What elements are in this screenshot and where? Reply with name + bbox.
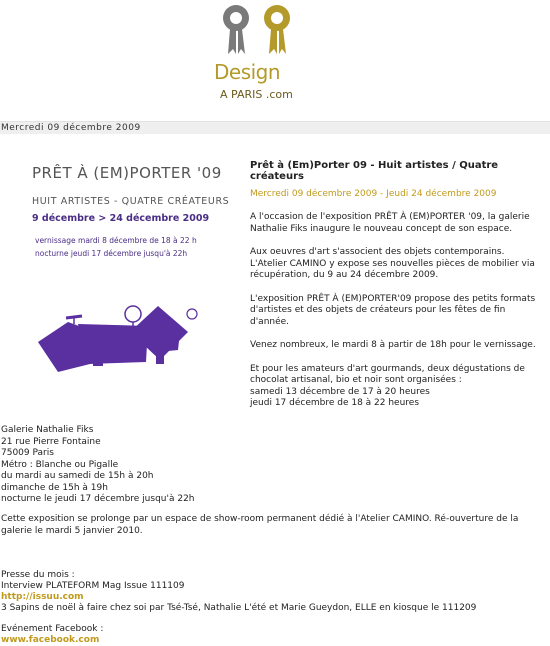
gallery-info: Galerie Nathalie Fiks 21 rue Pierre Fontaine 75009 Paris Métro : Blanche ou Pigalle du mardi au samedi de 15h à 20h dimanche de 15h à 19h nocturne le jeudi 17 décembre jusqu'à 22h xyxy=(1,425,195,504)
event-flyer xyxy=(24,160,234,390)
article-paragraph-3: L'exposition PRÊT À (EM)PORTER'09 propose des petits formats d'artistes et des objets de créateurs pour les fêtes de fin d'année. xyxy=(250,293,536,327)
flyer-vernissage: vernissage mardi 8 décembre de 18 à 22 h xyxy=(35,236,197,245)
article-paragraph-1: A l'occasion de l'exposition PRÊT À (EM)PORTER '09, la galerie Nathalie Fiks inaugure le nouveau concept de son espace. xyxy=(250,212,530,234)
article-paragraph-5: Et pour les amateurs d'art gourmands, deux dégustations de chocolat artisanal, bio et noir sont organisées : samedi 13 décembre de 17 à 20 heures jeudi 17 décembre de 18 à 22 heures xyxy=(250,363,525,408)
press-heading: Presse du mois : Interview PLATEFORM Mag Issue 111109 xyxy=(1,570,185,591)
article-title: Prêt à (Em)Porter 09 - Huit artistes / Quatre créateurs xyxy=(250,160,499,182)
article-paragraph-2: Aux oeuvres d'art s'associent des objets contemporains. L'Atelier CAMINO y expose ses nouvelles pièces de mobilier via récupération, du 9 au 24 décembre 2009. xyxy=(250,247,535,280)
press-elle: 3 Sapins de noël à faire chez soi par Tsé-Tsé, Nathalie L'été et Marie Gueydon, ELLE en kiosque le 111209 xyxy=(1,603,477,613)
showroom-note: Cette exposition se prolonge par un espace de show-room permanent dédié à l'Atelier CAMINO. Ré-ouverture de la galerie le mardi 5 janvier 2010. xyxy=(1,514,519,536)
date-bar-text: Mercredi 09 décembre 2009 xyxy=(1,123,141,133)
issuu-link[interactable]: http://issuu.com xyxy=(1,592,84,602)
logo-word: Design xyxy=(214,60,281,84)
flyer-dates: 9 décembre > 24 décembre 2009 xyxy=(32,213,210,224)
article xyxy=(250,160,540,410)
flyer-artwork xyxy=(38,302,218,378)
date-bar xyxy=(0,121,550,134)
flyer-subtitle: HUIT ARTISTES - QUATRE CRÉATEURS xyxy=(32,196,230,207)
facebook-link[interactable]: www.facebook.com xyxy=(1,635,100,645)
flyer-nocturne: nocturne jeudi 17 décembre jusqu'à 22h xyxy=(35,249,188,258)
article-paragraph-4: Venez nombreux, le mardi 8 à partir de 18h pour le vernissage. xyxy=(250,340,536,350)
logo-subword: A PARIS .com xyxy=(220,88,293,101)
site-logo[interactable] xyxy=(214,2,304,106)
article-dates: Mercredi 09 décembre 2009 - Jeudi 24 décembre 2009 xyxy=(250,189,497,199)
press-section xyxy=(1,570,541,614)
rosette-icons xyxy=(214,2,304,64)
flyer-title: PRÊT À (EM)PORTER '09 xyxy=(32,164,222,182)
facebook-section xyxy=(1,624,541,646)
facebook-heading: Evénement Facebook : xyxy=(1,624,104,634)
